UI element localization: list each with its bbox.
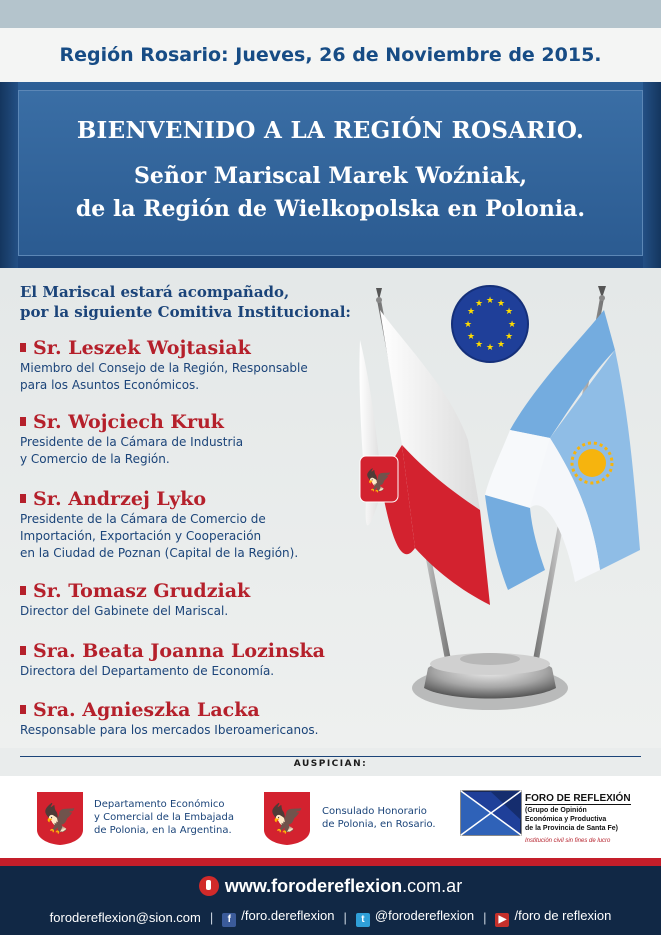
bullet-icon xyxy=(20,646,26,655)
separator: | xyxy=(209,910,214,925)
delegate-name-text: Sra. Beata Joanna Lozinska xyxy=(33,640,325,662)
delegate-3 xyxy=(20,487,298,562)
delegate-role: Director del Gabinete del Mariscal. xyxy=(20,604,229,618)
delegate-name-text: Sra. Agnieszka Lacka xyxy=(33,699,260,721)
delegate-role: Miembro del Consejo de la Región, Responsable para los Asuntos Económicos. xyxy=(20,361,308,392)
poland-eagle-emblem-icon xyxy=(35,790,85,846)
youtube-handle: /foro de reflexion xyxy=(514,908,612,923)
delegate-role: Presidente de la Cámara de Comercio de Importación, Exportación y Cooperación en la Ciudad de Poznan (Capital de la Región). xyxy=(20,512,299,560)
svg-text:★: ★ xyxy=(496,340,506,350)
twitter-handle: @forodereflexion xyxy=(374,908,475,923)
welcome-line-3: de la Región de Wielkopolska en Polonia. xyxy=(75,196,586,222)
delegate-1 xyxy=(20,336,308,394)
youtube-icon: ▶ xyxy=(495,913,509,927)
delegation-intro xyxy=(20,282,351,322)
svg-text:★: ★ xyxy=(463,320,473,330)
bullet-icon xyxy=(20,586,26,595)
top-strip xyxy=(0,0,661,28)
bullet-icon xyxy=(20,343,26,352)
twitter-icon: t xyxy=(356,913,370,927)
intro-line-1: El Mariscal estará acompañado, xyxy=(20,283,290,301)
svg-text:★: ★ xyxy=(474,299,484,309)
sponsor-foro-subtitle: (Grupo de Opinión Económica y Productiva de la Provincia de Santa Fe) xyxy=(525,807,618,832)
svg-text:★: ★ xyxy=(504,307,514,317)
delegate-role: Responsable para los mercados Iberoamericanos. xyxy=(20,723,319,737)
sponsor-embassy: Departamento Económico y Comercial de la Embajada de Polonia, en la Argentina. xyxy=(94,799,235,836)
contact-row xyxy=(0,908,661,927)
delegate-name xyxy=(20,336,308,360)
svg-text:★: ★ xyxy=(504,332,514,342)
welcome-line-2: Señor Mariscal Marek Woźniak, xyxy=(133,163,528,189)
intro-line-2: por la siguiente Comitiva Institucional: xyxy=(20,303,351,321)
svg-text:🦅: 🦅 xyxy=(365,469,393,494)
separator: | xyxy=(483,910,487,925)
svg-text:★: ★ xyxy=(496,299,506,309)
sponsors-label: AUSPICIAN: xyxy=(293,759,368,769)
svg-text:🦅: 🦅 xyxy=(269,802,305,835)
flags-illustration xyxy=(330,270,661,748)
website-link[interactable] xyxy=(0,876,661,897)
pointer-hand-icon xyxy=(199,876,219,896)
delegate-name-text: Sr. Wojciech Kruk xyxy=(33,411,224,433)
welcome-subtitle xyxy=(19,160,642,226)
dateline: Región Rosario: Jueves, 26 de Noviembre de 2015. xyxy=(0,28,661,82)
eu-flag-icon xyxy=(452,286,528,362)
facebook-link[interactable] xyxy=(222,908,334,927)
delegate-name xyxy=(20,698,319,722)
sponsor-consulate: Consulado Honorario de Polonia, en Rosario. xyxy=(322,806,436,830)
svg-text:★: ★ xyxy=(507,320,517,330)
poland-eagle-emblem-icon xyxy=(262,790,312,846)
sponsors-bar xyxy=(0,776,661,858)
flag-stand xyxy=(412,653,568,710)
footer-accent xyxy=(0,858,661,866)
divider xyxy=(20,756,641,757)
svg-text:★: ★ xyxy=(466,332,476,342)
welcome-banner xyxy=(18,90,643,256)
delegate-name xyxy=(20,487,298,511)
delegate-4 xyxy=(20,579,250,620)
bullet-icon xyxy=(20,705,26,714)
sponsor-foro-title: FORO DE REFLEXIÓN xyxy=(525,793,631,804)
svg-text:🦅: 🦅 xyxy=(42,802,78,835)
email-link[interactable]: forodereflexion@sion.com xyxy=(49,910,201,925)
delegate-name-text: Sr. Tomasz Grudziak xyxy=(33,580,251,602)
sponsor-foro-tagline: Institución civil sin fines de lucro xyxy=(525,838,611,844)
svg-text:★: ★ xyxy=(485,343,495,353)
facebook-icon: f xyxy=(222,913,236,927)
bullet-icon xyxy=(20,417,26,426)
bullet-icon xyxy=(20,494,26,503)
delegate-name-text: Sr. Andrzej Lyko xyxy=(33,488,206,510)
svg-text:★: ★ xyxy=(485,296,495,306)
facebook-handle: /foro.dereflexion xyxy=(241,908,335,923)
delegate-role: Directora del Departamento de Economía. xyxy=(20,664,275,678)
delegate-name xyxy=(20,639,325,663)
website-domain: www.forodereflexion xyxy=(224,876,403,896)
welcome-title: BIENVENIDO A LA REGIÓN ROSARIO. xyxy=(76,117,585,144)
website-tld: .com.ar xyxy=(402,876,463,896)
delegate-6 xyxy=(20,698,319,739)
twitter-link[interactable] xyxy=(356,908,474,927)
footer xyxy=(0,866,661,935)
delegate-role: Presidente de la Cámara de Industria y Comercio de la Región. xyxy=(20,435,244,466)
svg-text:★: ★ xyxy=(466,307,476,317)
youtube-link[interactable] xyxy=(495,908,611,927)
delegate-name-text: Sr. Leszek Wojtasiak xyxy=(33,337,251,359)
foro-logo-icon xyxy=(460,790,522,836)
separator: | xyxy=(343,910,347,925)
delegate-2 xyxy=(20,410,243,468)
svg-text:★: ★ xyxy=(474,340,484,350)
delegate-5 xyxy=(20,639,325,680)
delegate-name xyxy=(20,410,243,434)
delegate-name xyxy=(20,579,250,603)
